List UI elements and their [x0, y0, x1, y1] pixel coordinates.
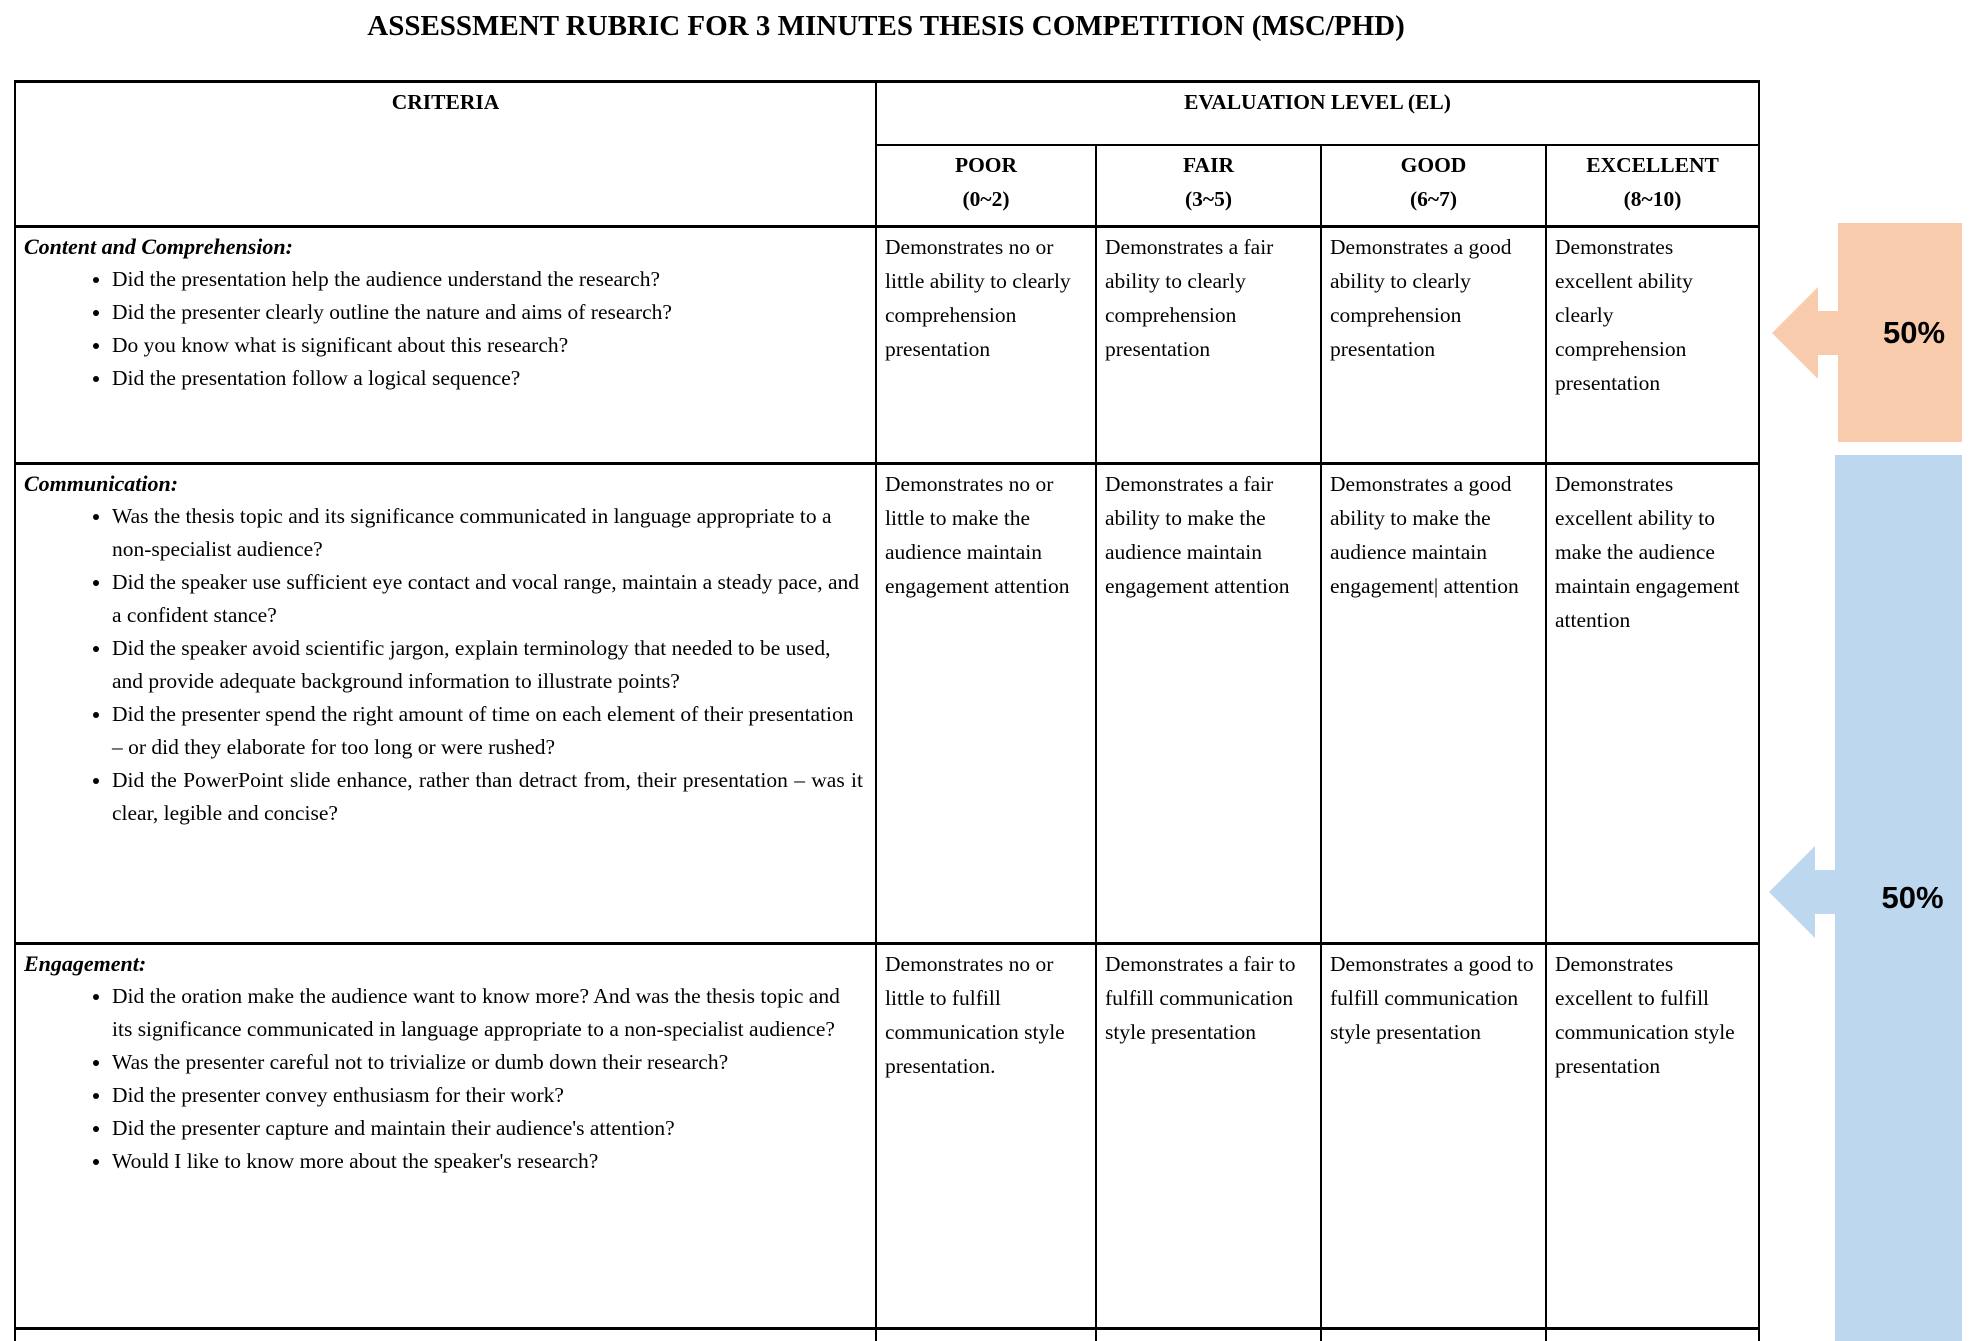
cell-engagement-poor: Demonstrates no or little to fulfill communication style presentation.: [876, 943, 1096, 1328]
criteria-header-cell: CRITERIA: [15, 82, 876, 227]
weight-badge-communication-engagement: [1835, 455, 1962, 1341]
criterion-bullet: • Did the presenter clearly outline the nature and aims of research?: [112, 296, 867, 329]
cell-engagement-fair: Demonstrates a fair to fulfill communication style presentation: [1096, 943, 1321, 1328]
left-arrow-icon: [1769, 846, 1837, 938]
cell-engagement-excellent: Demonstrates excellent to fulfill communication style presentation: [1546, 943, 1759, 1328]
rubric-table: [14, 80, 1760, 1341]
page-title: ASSESSMENT RUBRIC FOR 3 MINUTES THESIS COMPETITION (MSC/PHD): [367, 10, 1405, 42]
weight-badge-content: [1838, 223, 1962, 442]
criterion-bullet: • Would I like to know more about the speaker's research?: [112, 1145, 867, 1178]
criterion-title: Content and Comprehension:: [24, 233, 293, 259]
level-label: GOOD: [1400, 153, 1467, 177]
criterion-cell: [15, 943, 876, 1328]
criterion-bullet: • Was the presenter careful not to trivialize or dumb down their research?: [112, 1046, 867, 1079]
cell-communication-good: Demonstrates a good ability to make the audience maintain engagement| attention: [1321, 463, 1546, 943]
cell-content-fair: Demonstrates a fair ability to clearly comprehension presentation: [1096, 226, 1321, 463]
table-row-engagement: [15, 943, 1759, 1328]
criterion-bullet: • Did the presenter spend the right amount of time on each element of their presentation – or did they elaborate for too long or were rushed?: [112, 698, 867, 764]
criterion-bullet: • Did the oration make the audience want to know more? And was the thesis topic and its significance communicated in language appropriate to a non-specialist audience?: [112, 980, 867, 1046]
criterion-bullet-list: [24, 263, 867, 395]
table-stub-row: [15, 1328, 1759, 1341]
criterion-bullet: • Do you know what is significant about this research?: [112, 329, 867, 362]
criterion-bullet: • Did the presentation help the audience understand the research?: [112, 263, 867, 296]
cell-communication-excellent: Demonstrates excellent ability to make the audience maintain engagement attention: [1546, 463, 1759, 943]
criterion-title: Communication:: [24, 470, 179, 496]
level-header-poor: [876, 145, 1096, 226]
level-range: (3~5): [1185, 187, 1232, 211]
evaluation-level-header-cell: EVALUATION LEVEL (EL): [876, 82, 1759, 146]
criterion-bullet-list: [24, 500, 867, 830]
table-row-content-comprehension: [15, 226, 1759, 463]
cell-content-poor: Demonstrates no or little ability to clearly comprehension presentation: [876, 226, 1096, 463]
level-range: (8~10): [1623, 187, 1682, 211]
criterion-bullet: • Did the speaker avoid scientific jargon, explain terminology that needed to be used, and provide adequate background information to illustrate points?: [112, 632, 867, 698]
level-label: EXCELLENT: [1586, 153, 1719, 177]
level-range: (6~7): [1410, 187, 1457, 211]
level-label: POOR: [954, 153, 1018, 177]
criterion-cell: [15, 463, 876, 943]
criterion-cell: [15, 226, 876, 463]
criterion-bullet: • Was the thesis topic and its significance communicated in language appropriate to a non-specialist audience?: [112, 500, 867, 566]
cell-content-good: Demonstrates a good ability to clearly comprehension presentation: [1321, 226, 1546, 463]
level-header-fair: [1096, 145, 1321, 226]
left-arrow-icon: [1772, 287, 1840, 379]
level-header-good: [1321, 145, 1546, 226]
cell-content-excellent: Demonstrates excellent ability clearly comprehension presentation: [1546, 226, 1759, 463]
criterion-bullet: • Did the presentation follow a logical sequence?: [112, 362, 867, 395]
level-label: FAIR: [1183, 153, 1234, 177]
criterion-bullet: • Did the speaker use sufficient eye contact and vocal range, maintain a steady pace, and a confident stance?: [112, 566, 867, 632]
cell-communication-fair: Demonstrates a fair ability to make the audience maintain engagement attention: [1096, 463, 1321, 943]
criterion-bullet: • Did the presenter convey enthusiasm for their work?: [112, 1079, 867, 1112]
criterion-title: Engagement:: [24, 950, 147, 976]
weight-label: 50%: [1881, 880, 1944, 915]
criterion-bullet: • Did the PowerPoint slide enhance, rather than detract from, their presentation – was it clear, legible and concise?: [112, 764, 867, 830]
cell-communication-poor: Demonstrates no or little to make the audience maintain engagement attention: [876, 463, 1096, 943]
level-range: (0~2): [962, 187, 1010, 211]
weight-label: 50%: [1882, 314, 1946, 350]
criterion-bullet: • Did the presenter capture and maintain their audience's attention?: [112, 1112, 867, 1145]
level-header-excellent: [1546, 145, 1759, 226]
criterion-bullet-list: [24, 980, 867, 1178]
cell-engagement-good: Demonstrates a good to fulfill communication style presentation: [1321, 943, 1546, 1328]
table-row-communication: [15, 463, 1759, 943]
